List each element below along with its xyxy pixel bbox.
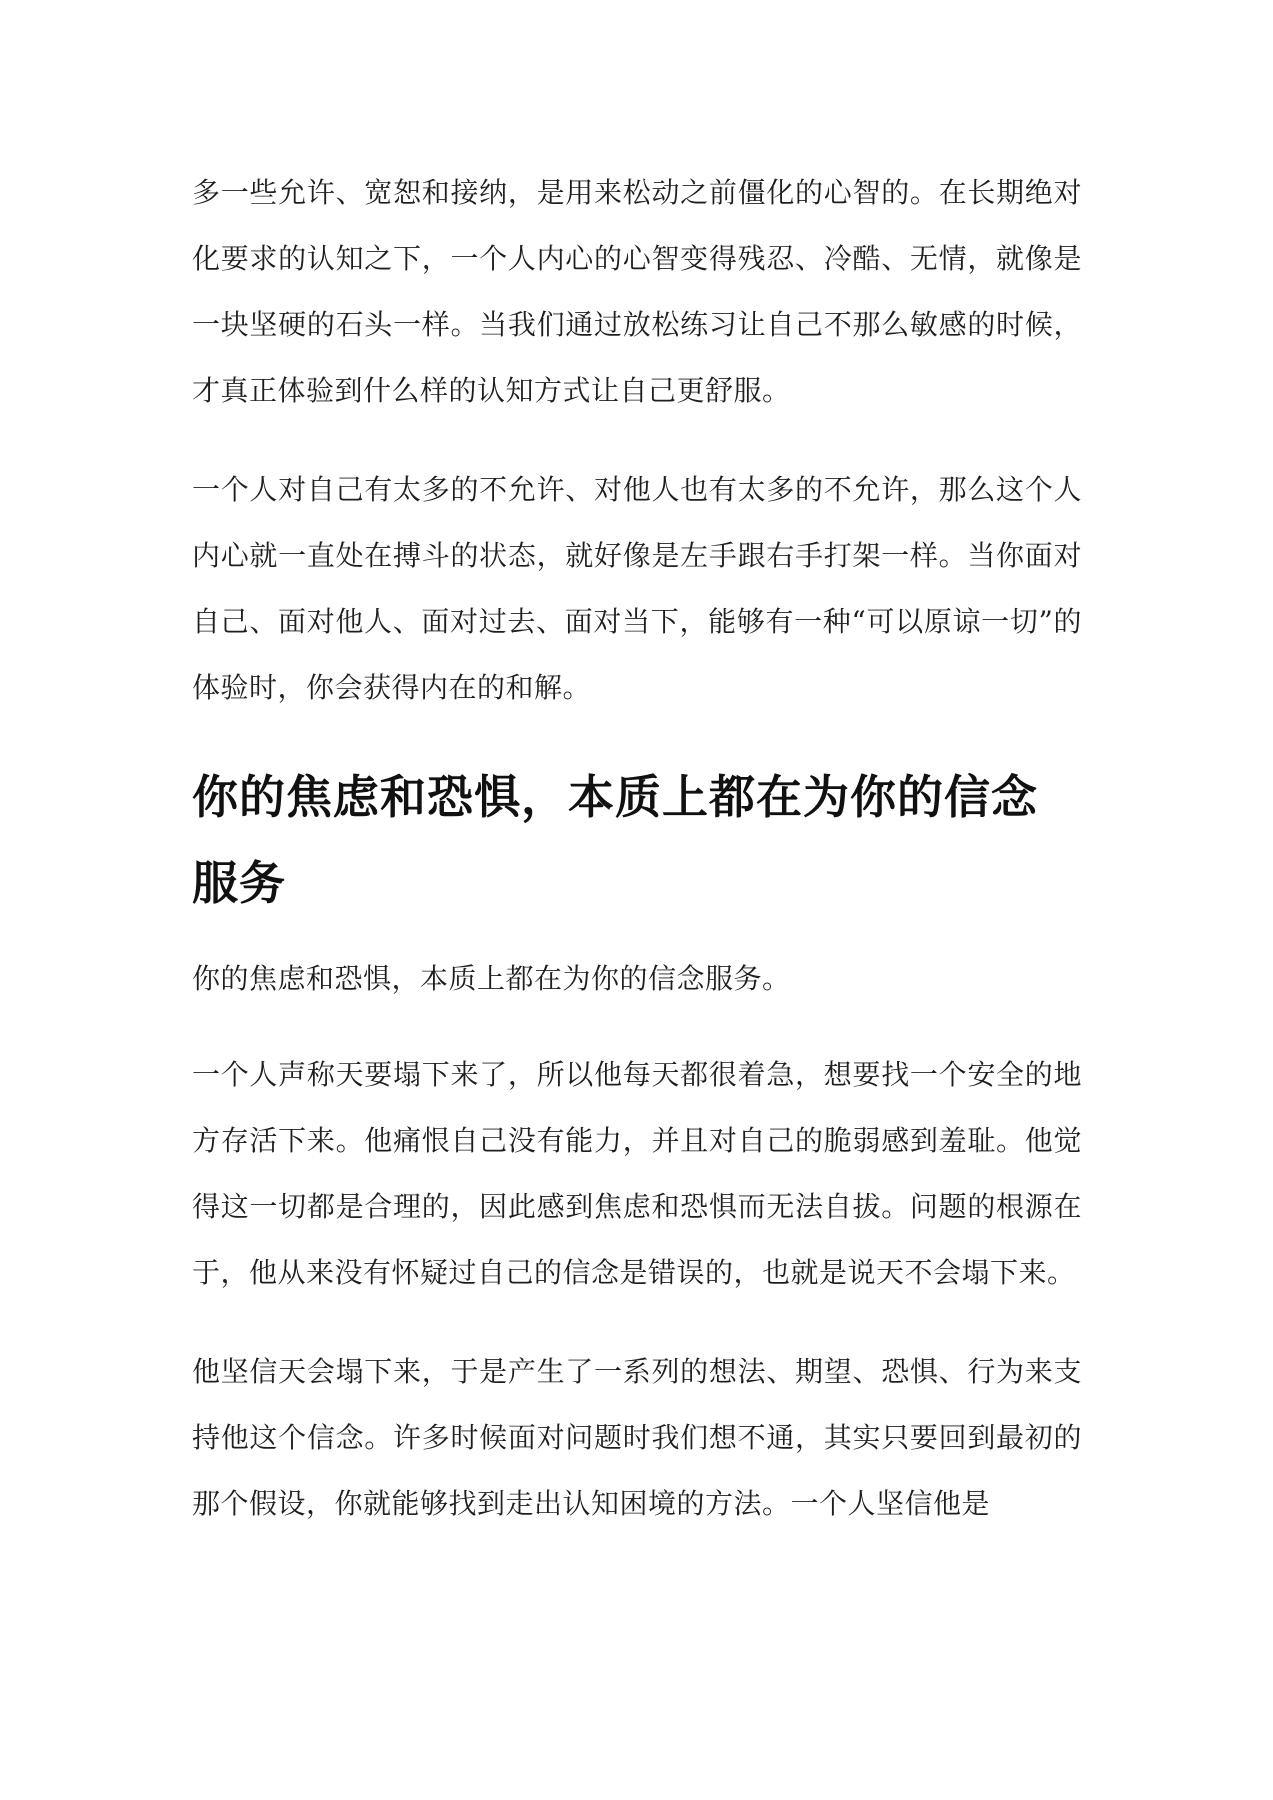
paragraph: 你的焦虑和恐惧，本质上都在为你的信念服务。 — [192, 962, 791, 995]
paragraph: 一个人对自己有太多的不允许、对他人也有太多的不允许，那么这个人内心就一直处在搏斗的状态，就好像是左手跟右手打架一样。当你面对自己、面对他人、面对过去、面对当下，能够有一种“可以原谅一切”的体验时，你会获得内在的和解。 — [192, 473, 1082, 704]
section-heading: 你的焦虑和恐惧，本质上都在为你的信念服务 — [192, 770, 1038, 910]
paragraph: 多一些允许、宽恕和接纳，是用来松动之前僵化的心智的。在长期绝对化要求的认知之下，一个人内心的心智变得残忍、冷酷、无情，就像是一块坚硬的石头一样。当我们通过放松练习让自己不那么敏感的时候，才真正体验到什么样的认知方式让自己更舒服。 — [192, 176, 1082, 407]
paragraph: 他坚信天会塌下来，于是产生了一系列的想法、期望、恐惧、行为来支持他这个信念。许多时候面对问题时我们想不通，其实只要回到最初的那个假设，你就能够找到走出认知困境的方法。一个人坚信他是 — [192, 1355, 1082, 1520]
paragraph: 一个人声称天要塌下来了，所以他每天都很着急，想要找一个安全的地方存活下来。他痛恨自己没有能力，并且对自己的脆弱感到羞耻。他觉得这一切都是合理的，因此感到焦虑和恐惧而无法自拔。问题的根源在于，他从来没有怀疑过自己的信念是错误的，也就是说天不会塌下来。 — [192, 1058, 1082, 1289]
document-body — [192, 160, 1082, 1570]
